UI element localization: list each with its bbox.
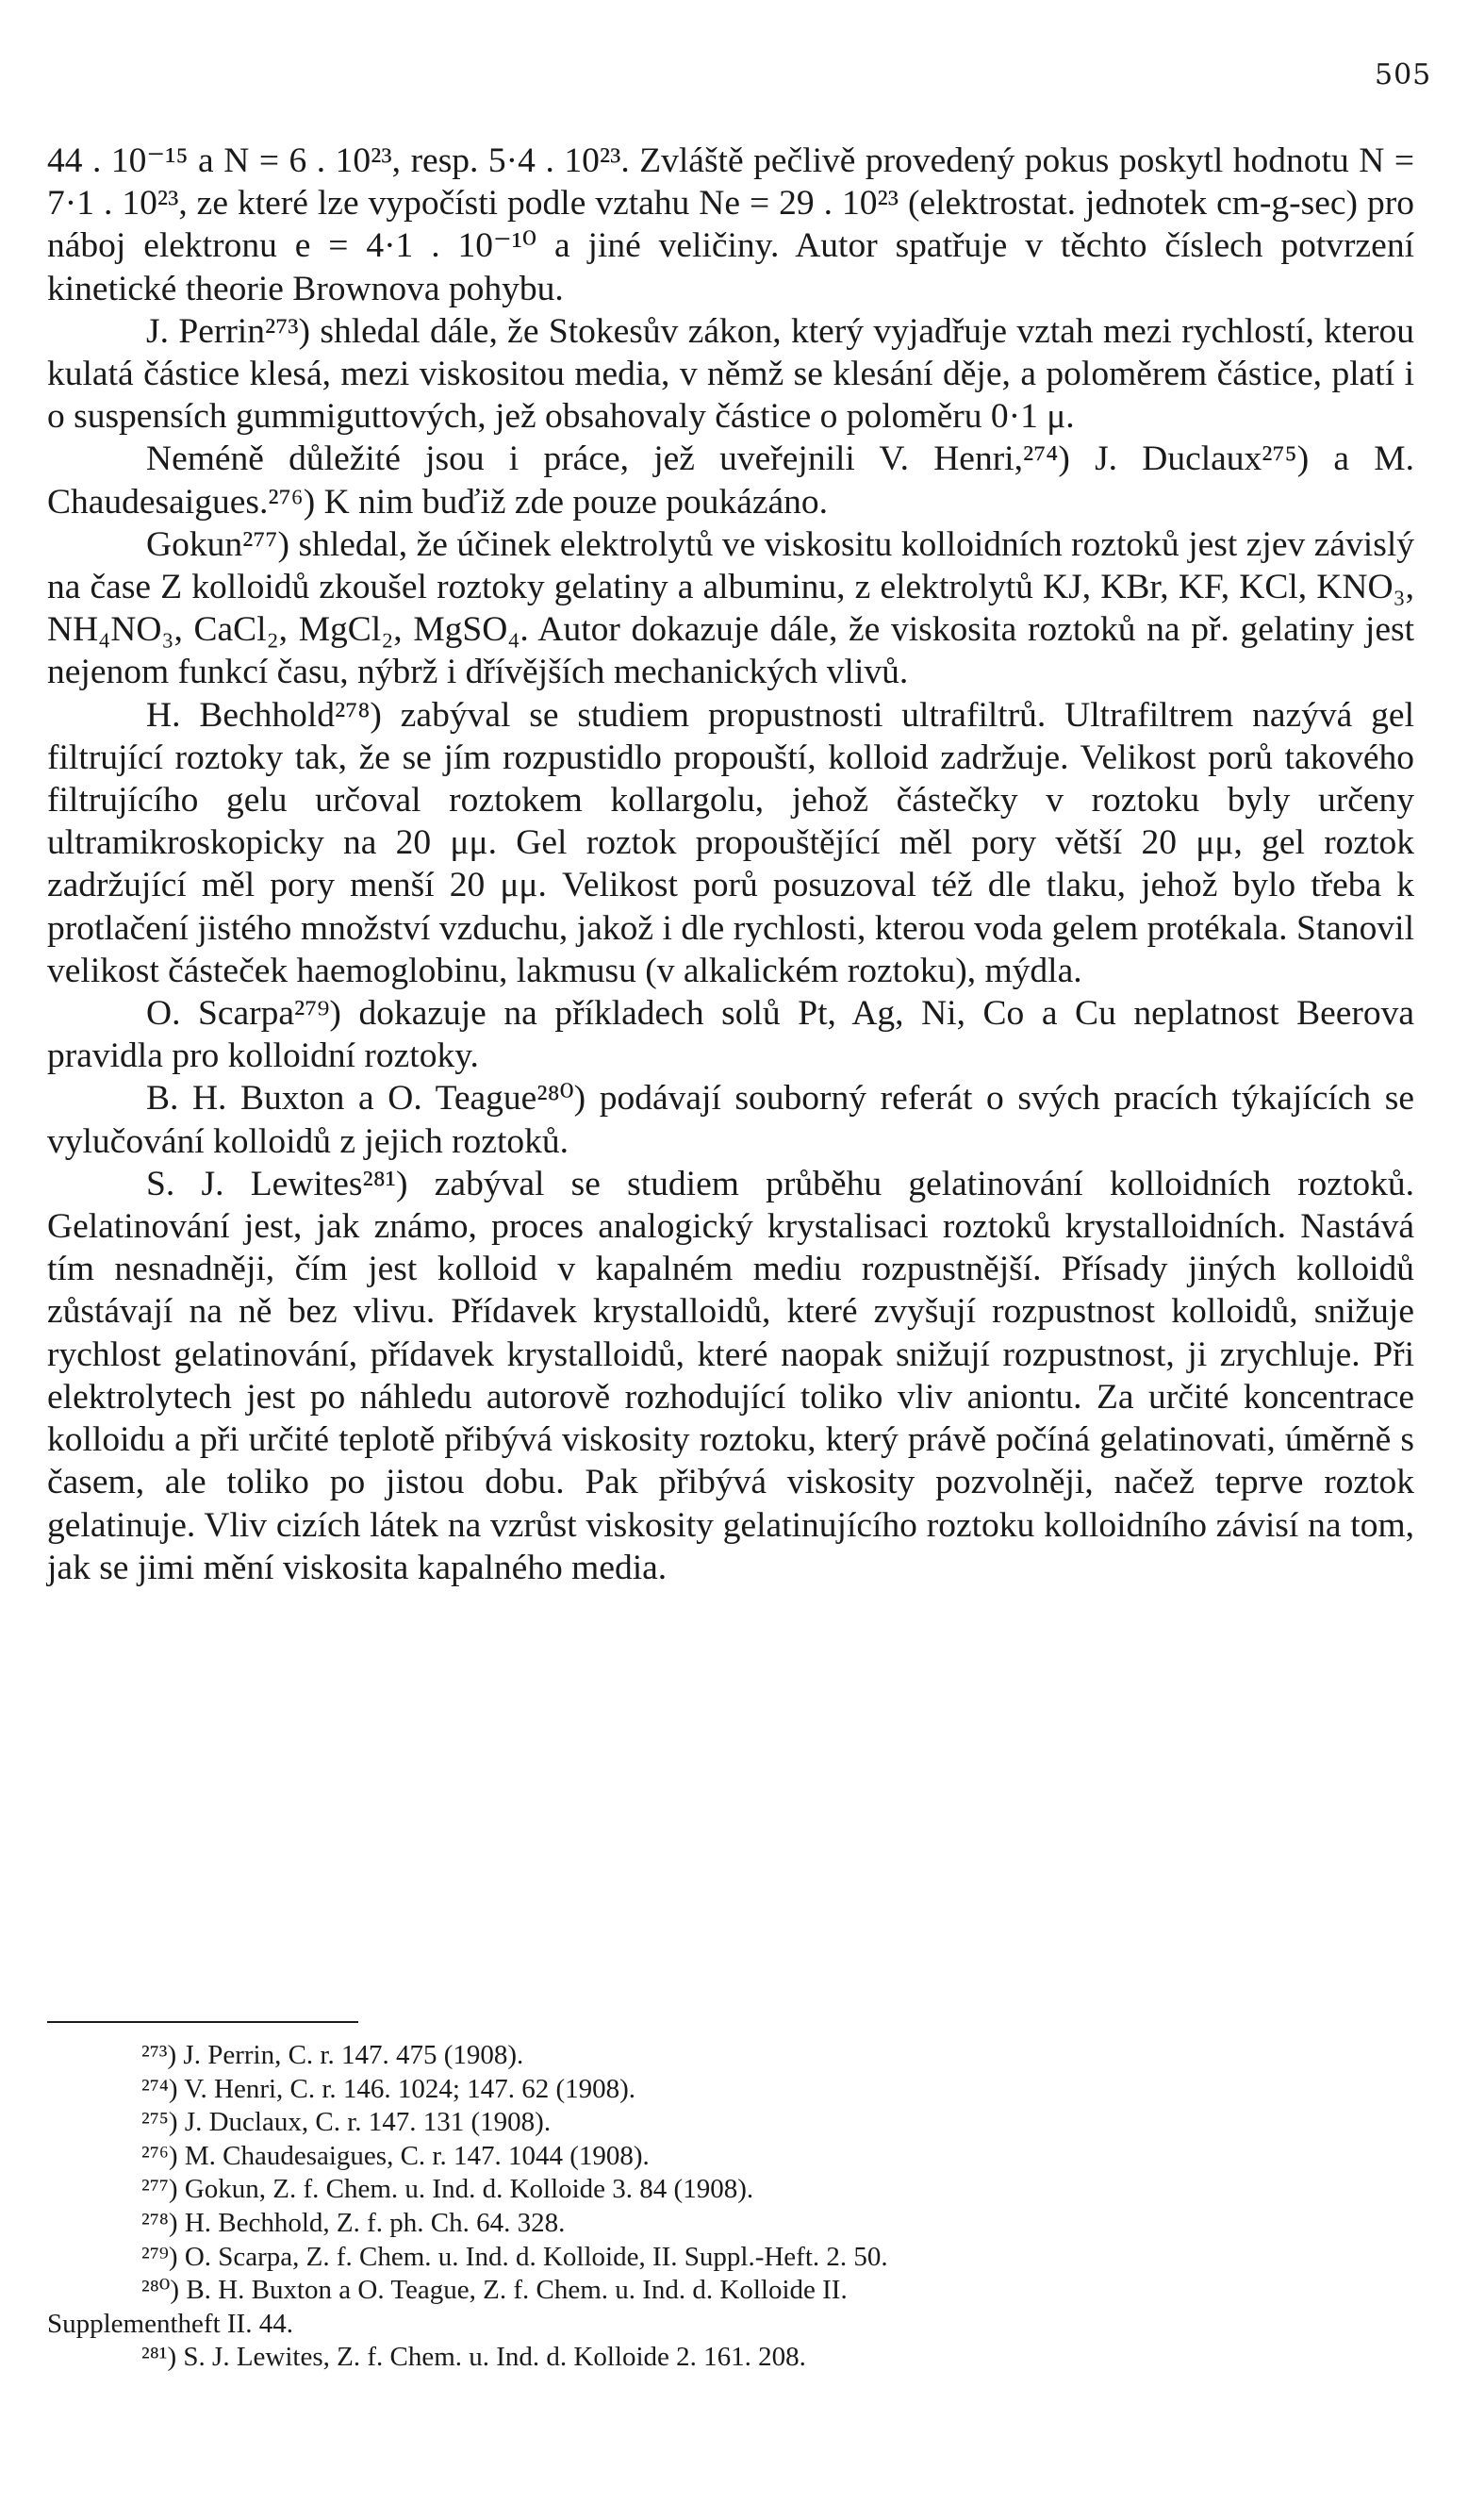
footnote-278: ²⁷⁸) H. Bechhold, Z. f. ph. Ch. 64. 328. <box>141 2207 566 2238</box>
footnote-275: ²⁷⁵) J. Duclaux, C. r. 147. 131 (1908). <box>141 2107 552 2138</box>
footnote-276: ²⁷⁶) M. Chaudesaigues, C. r. 147. 1044 (1908). <box>141 2140 650 2171</box>
paragraph-scarpa: O. Scarpa²⁷⁹) dokazuje na příkladech solů Pt, Ag, Ni, Co a Cu neplatnost Beerova pravidla pro kolloidní roztoky. <box>47 994 1414 1076</box>
page-number: 505 <box>1375 58 1432 91</box>
footnote-273: ²⁷³) J. Perrin, C. r. 147. 475 (1908). <box>141 2040 524 2070</box>
paragraph-avogadro-values: 44 . 10⁻¹⁵ a N = 6 . 10²³, resp. 5·4 . 10²³. Zvláště pečlivě provedený pokus poskytl hodnotu N = 7·1 . 10²³, ze které lze vypočísti podle vztahu Ne = 29 . 10²³ (elektrostat. jednotek cm-g-sec) pro náboj elektronu e = 4·1 . 10⁻¹⁰ a jiné veličiny. Autor spatřuje v těchto číslech potvrzení kinetické theorie Brownova pohybu. <box>47 141 1414 308</box>
footnote-divider <box>47 2021 358 2023</box>
footnote-280-continuation: Supplementheft II. 44. <box>47 2308 293 2339</box>
paragraph-henri-duclaux: Neméně důležité jsou i práce, jež uveřejnili V. Henri,²⁷⁴) J. Duclaux²⁷⁵) a M. Chaudesaigues.²⁷⁶) K nim buďiž zde pouze poukázáno. <box>47 439 1414 522</box>
body-text <box>47 140 1414 1589</box>
paragraph-gokun: Gokun²⁷⁷) shledal, že účinek elektrolytů ve viskositu kolloidních roztoků jest zjev závislý na čase Z kolloidů zkoušel roztoky gelatiny a albuminu, z elektrolytů KJ, KBr, KF, KCl, KNO₃, NH₄NO₃, CaCl₂, MgCl₂, MgSO₄. Autor dokazuje dále, že viskosita roztoků na př. gelatiny jest nejenom funkcí času, nýbrž i dřívějších mechanických vlivů. <box>47 524 1414 692</box>
paragraph-perrin: J. Perrin²⁷³) shledal dále, že Stokesův zákon, který vyjadřuje vztah mezi rychlostí, kterou kulatá částice klesá, mezi viskositou media, v němž se klesání děje, a poloměrem částice, platí i o suspensích gummiguttových, jež obsahovaly částice o poloměru 0·1 μ. <box>47 311 1414 437</box>
footnote-277: ²⁷⁷) Gokun, Z. f. Chem. u. Ind. d. Kolloide 3. 84 (1908). <box>141 2174 754 2205</box>
footnote-280: ²⁸⁰) B. H. Buxton a O. Teague, Z. f. Chem. u. Ind. d. Kolloide II. <box>141 2275 848 2306</box>
footnotes <box>47 2039 1414 2375</box>
footnote-279: ²⁷⁹) O. Scarpa, Z. f. Chem. u. Ind. d. Kolloide, II. Suppl.-Heft. 2. 50. <box>141 2241 888 2272</box>
footnote-281: ²⁸¹) S. J. Lewites, Z. f. Chem. u. Ind. d. Kolloide 2. 161. 208. <box>141 2342 806 2373</box>
paragraph-buxton-teague: B. H. Buxton a O. Teague²⁸⁰) podávají souborný referát o svých pracích týkajících se vylučování kolloidů z jejich roztoků. <box>47 1079 1414 1161</box>
footnote-274: ²⁷⁴) V. Henri, C. r. 146. 1024; 147. 62 (1908). <box>141 2073 636 2104</box>
paragraph-bechhold: H. Bechhold²⁷⁸) zabýval se studiem propustnosti ultrafiltrů. Ultrafiltrem nazývá gel filtrující roztoky tak, že se jím rozpustidlo propouští, kolloid zadržuje. Velikost porů takového filtrujícího gelu určoval roztokem kollargolu, jehož částečky v roztoku byly určeny ultramikroskopicky na 20 μμ. Gel roztok propouštějící měl pory větší 20 μμ, gel roztok zadržující měl pory menší 20 μμ. Velikost porů posuzoval též dle tlaku, jehož bylo třeba k protlačení jistého množství vzduchu, jakož i dle rychlosti, kterou voda gelem protékala. Stanovil velikost částeček haemoglobinu, lakmusu (v alkalickém roztoku), mýdla. <box>47 695 1414 990</box>
paragraph-lewites: S. J. Lewites²⁸¹) zabýval se studiem průběhu gelatinování kolloidních roztoků. Gelatinování jest, jak známo, proces analogický krystalisaci roztoků krystalloidních. Nastává tím nesnadněji, čím jest kolloid v kapalném mediu rozpustnější. Přísady jiných kolloidů zůstávají na ně bez vlivu. Přídavek krystalloidů, které zvyšují rozpustnost kolloidů, snižuje rychlost gelatinování, přídavek krystalloidů, které naopak snižují rozpustnost, ji zrychluje. Při elektrolytech jest po náhledu autorově rozhodující toliko vliv aniontu. Za určité koncentrace kolloidu a při určité teplotě přibývá viskosity roztoku, který právě počíná gelatinovati, úměrně s časem, ale toliko po jistou dobu. Pak přibývá viskosity pozvolněji, načež teprve roztok gelatinuje. Vliv cizích látek na vzrůst viskosity gelatinujícího roztoku kolloidního závisí na tom, jak se jimi mění viskosita kapalného media. <box>47 1164 1414 1587</box>
